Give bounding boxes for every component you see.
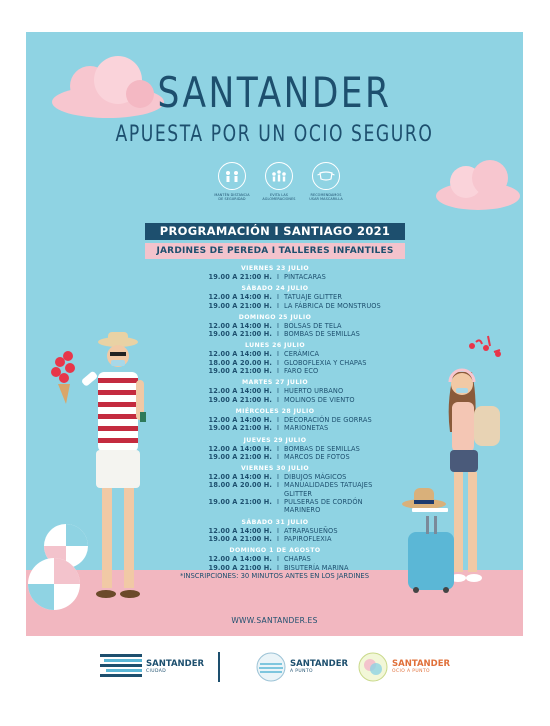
event-row	[151, 302, 399, 310]
poster	[26, 32, 523, 636]
event-row	[151, 535, 399, 543]
event-name: MARIONETAS	[284, 424, 329, 433]
event-row	[151, 453, 399, 461]
event-separator: I	[276, 415, 280, 424]
day-title: VIERNES 30 JULIO	[240, 465, 310, 473]
schedule-day	[151, 465, 399, 514]
woman-with-suitcase-illustration	[376, 332, 523, 594]
event-row	[151, 416, 399, 424]
logo-santander-apunto	[256, 652, 348, 682]
event-time: 12.00 A 14:00 H.	[208, 387, 272, 396]
program-bar: PROGRAMACIÓN I SANTIAGO 2021	[145, 223, 405, 240]
event-time: 19.00 A 21:00 H.	[208, 498, 272, 507]
schedule-day	[151, 519, 399, 544]
event-separator: I	[276, 367, 280, 376]
event-time: 18.00 A 20.00 H.	[208, 481, 272, 490]
event-name: BOMBAS DE SEMILLAS	[284, 444, 360, 453]
event-separator: I	[276, 358, 280, 367]
event-row	[151, 498, 399, 515]
safety-caption: MANTÉN DISTANCIA DE SEGURIDAD	[214, 193, 250, 201]
event-separator: I	[276, 273, 280, 281]
logo-name: SANTANDER	[290, 659, 349, 669]
event-name: FARO ECO	[284, 367, 319, 376]
event-name: BISUTERÍA MARINA	[284, 563, 349, 572]
event-separator: I	[276, 350, 280, 359]
event-name: TATUAJE GLITTER	[284, 293, 342, 302]
venue-bar: JARDINES DE PEREDA I TALLERES INFANTILES	[145, 243, 405, 259]
event-time: 19.00 A 21:00 H.	[208, 273, 272, 281]
website-link[interactable]: WWW.SANTANDER.ES	[231, 616, 318, 625]
event-time: 12.00 A 14:00 H.	[208, 350, 272, 359]
safety-item	[212, 162, 252, 210]
safety-icons	[212, 162, 346, 210]
event-time: 12.00 A 14:00 H.	[208, 415, 272, 424]
event-row	[151, 330, 399, 338]
event-separator: I	[276, 555, 280, 564]
event-separator: I	[276, 452, 280, 461]
day-title: SÁBADO 24 JULIO	[241, 285, 309, 293]
schedule-day	[151, 379, 399, 404]
logo-name: SANTANDER	[146, 659, 205, 669]
event-time: 12.00 A 14:00 H.	[208, 473, 272, 482]
event-separator: I	[276, 424, 280, 433]
day-title: SÁBADO 31 JULIO	[241, 518, 309, 526]
event-name: PAPIROFLEXIA	[284, 534, 332, 543]
mask-icon	[312, 162, 340, 190]
event-separator: I	[276, 301, 280, 310]
schedule-day	[151, 437, 399, 462]
event-name: MARCOS DE FOTOS	[284, 452, 350, 461]
event-separator: I	[276, 481, 280, 490]
logo-name: SANTANDER	[392, 659, 451, 669]
event-row	[151, 445, 399, 453]
event-name: CERÁMICA	[284, 350, 320, 359]
event-row	[151, 293, 399, 301]
cloud-right-icon	[432, 154, 522, 214]
event-time: 12.00 A 14:00 H.	[208, 444, 272, 453]
schedule	[151, 265, 399, 576]
beach-balls-illustration	[26, 522, 96, 612]
logo-sub: CIUDAD	[146, 669, 167, 674]
event-row	[151, 273, 399, 281]
event-row	[151, 396, 399, 404]
event-time: 19.00 A 21:00 H.	[208, 452, 272, 461]
day-title: MARTES 27 JULIO	[241, 379, 309, 387]
event-name: PINTACARAS	[284, 273, 326, 281]
event-row	[151, 473, 399, 481]
schedule-day	[151, 547, 399, 572]
event-row	[151, 359, 399, 367]
circle-logo-icon	[256, 652, 286, 682]
safety-caption: RECOMENDAMOS USAR MASCARILLA	[309, 193, 343, 201]
event-separator: I	[276, 387, 280, 396]
day-title: VIERNES 23 JULIO	[240, 265, 310, 272]
schedule-day	[151, 285, 399, 310]
event-separator: I	[276, 473, 280, 482]
logo-sub: A PUNTO	[290, 669, 313, 674]
schedule-day	[151, 265, 399, 281]
event-name: BOMBAS DE SEMILLAS	[284, 330, 360, 339]
distance-icon	[218, 162, 246, 190]
safety-item	[306, 162, 346, 210]
event-name: MANUALIDADES TATUAJES GLITTER	[284, 481, 373, 498]
event-name: DECORACIÓN DE GORRAS	[284, 415, 372, 424]
event-separator: I	[276, 395, 280, 404]
day-title: JUEVES 29 JULIO	[243, 436, 307, 444]
event-name: LA FÁBRICA DE MONSTRUOS	[284, 301, 381, 310]
event-separator: I	[276, 498, 280, 507]
event-time: 19.00 A 21:00 H.	[208, 301, 272, 310]
subtitle: APUESTA POR UN OCIO SEGURO	[115, 122, 434, 147]
day-title: DOMINGO 25 JULIO	[238, 313, 312, 321]
event-name: PULSERAS DE CORDÓN MARINERO	[284, 498, 363, 515]
group-icon	[265, 162, 293, 190]
event-time: 19.00 A 21:00 H.	[208, 395, 272, 404]
event-time: 12.00 A 14:00 H.	[208, 526, 272, 535]
logo-santander-ocio	[358, 652, 450, 682]
event-separator: I	[276, 563, 280, 572]
event-time: 19.00 A 21:00 H.	[208, 330, 272, 339]
main-title: SANTANDER	[157, 68, 392, 117]
schedule-day	[151, 314, 399, 339]
logo-santander-ciudad	[100, 652, 220, 682]
event-name: GLOBOFLEXIA Y CHAPAS	[284, 358, 367, 367]
event-row	[151, 564, 399, 572]
event-row	[151, 367, 399, 375]
event-name: DIBUJOS MÁGICOS	[284, 473, 347, 482]
event-separator: I	[276, 293, 280, 302]
stripes-logo-icon	[100, 652, 142, 682]
event-separator: I	[276, 330, 280, 339]
event-row	[151, 387, 399, 395]
event-row	[151, 350, 399, 358]
event-row	[151, 322, 399, 330]
event-separator: I	[276, 526, 280, 535]
event-row	[151, 527, 399, 535]
event-time: 19.00 A 21:00 H.	[208, 367, 272, 376]
event-name: ATRAPASUEÑOS	[284, 526, 338, 535]
event-name: BOLSAS DE TELA	[284, 321, 342, 330]
event-name: HUERTO URBANO	[284, 387, 344, 396]
event-time: 19.00 A 21:00 H.	[208, 563, 272, 572]
registration-note: *INSCRIPCIONES: 30 MINUTOS ANTES EN LOS JARDINES	[179, 572, 370, 580]
event-time: 12.00 A 14:00 H.	[208, 555, 272, 564]
event-name: CHAPAS	[284, 555, 311, 564]
event-row	[151, 424, 399, 432]
event-row	[151, 555, 399, 563]
event-time: 18.00 A 20.00 H.	[208, 358, 272, 367]
footer-logos	[0, 648, 550, 692]
safety-item	[259, 162, 299, 210]
event-name: MOLINOS DE VIENTO	[284, 395, 355, 404]
day-title: LUNES 26 JULIO	[245, 342, 305, 350]
event-separator: I	[276, 534, 280, 543]
event-separator: I	[276, 444, 280, 453]
event-time: 12.00 A 14:00 H.	[208, 321, 272, 330]
event-time: 19.00 A 21:00 H.	[208, 534, 272, 543]
event-row	[151, 481, 399, 498]
schedule-day	[151, 342, 399, 375]
logo-sub: OCIO A PUNTO	[392, 669, 430, 674]
ocio-logo-icon	[358, 652, 388, 682]
safety-caption: EVITA LAS AGLOMERACIONES	[262, 193, 296, 201]
day-title: DOMINGO 1 DE AGOSTO	[229, 547, 321, 555]
event-time: 12.00 A 14:00 H.	[208, 293, 272, 302]
day-title: MIÉRCOLES 28 JULIO	[235, 407, 315, 415]
event-separator: I	[276, 321, 280, 330]
event-time: 19.00 A 21:00 H.	[208, 424, 272, 433]
schedule-day	[151, 408, 399, 433]
